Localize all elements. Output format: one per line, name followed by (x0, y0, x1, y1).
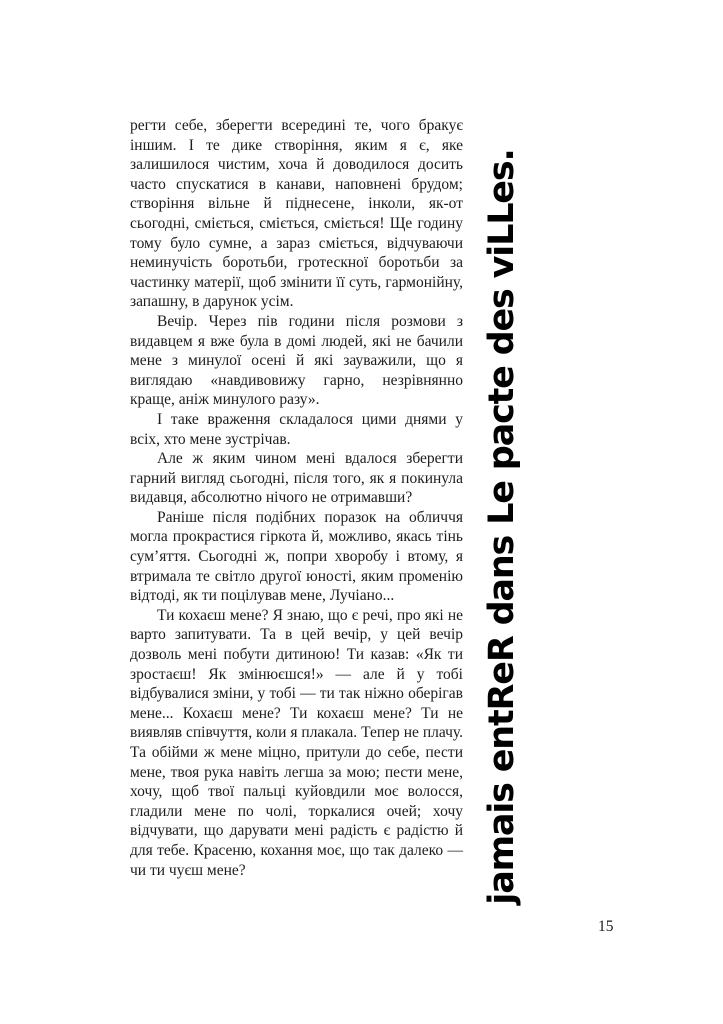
paragraph: регти себе, зберегти всередині те, чого бракує іншим. І те дике створіння, яким я є, яке залишилося чистим, хоча й доводилося досить часто спускатися в канави, наповнені брудом; створіння вільне й піднесене, інколи, як-от сьогодні, сміється, сміється, сміється! Ще годину тому було сумне, а зараз сміється, відчуваючи неминучість боротьби, гротескної боротьби за частинку матерії, щоб змінити її суть, гармонійну, запашну, в дарунок усім. (130, 117, 463, 311)
paragraph: Раніше після подібних поразок на обличчя могла прокрастися гіркота й, можливо, якась тінь сум’яття. Сьогодні ж, попри хворобу і втому, я втримала те світло другої юності, яким променію відтоді, як ти поцілував мене, Лучіано... (130, 508, 463, 605)
paragraph: І таке враження складалося цими днями у всіх, хто мене зустрічав. (130, 410, 463, 448)
paragraph: Але ж яким чином мені вдалося зберегти гарний вигляд сьогодні, після того, як я покинула видавця, абсолютно нічого не отримавши? (130, 450, 463, 507)
text-block (130, 116, 463, 880)
paragraph: Ти кохаєш мене? Я знаю, що є речі, про які не варто запитувати. Та в цей вечір, у цей вечір дозволь мені побути дитиною! Ти казав: «Як ти зростаєш! Як змінюєшся!» — але й у тобі відбувалися зміни, у тобі — ти так ніжно оберігав мене... Кохаєш мене? Ти кохаєш мене? Ти не виявляв співчуття, коли я плакала. Тепер не плачу. Та обійми ж мене міцно, притули до себе, пести мене, твоя рука навіть легша за мою; пести мене, хочу, щоб твої пальці куйовдили моє волосся, гладили мене по чолі, торкалися очей; хочу відчувати, що дарувати мені радість є радістю й для тебе. Красеню, кохання моє, що так далеко — чи ти чуєш мене? (130, 606, 463, 879)
margin-vertical-title: jamais entReR dans Le pacte des viLLes. (482, 149, 522, 905)
page-number: 15 (598, 918, 614, 935)
paragraph: Вечір. Через пів години після розмови з видавцем я вже була в домі людей, які не бачили мене з минулої осені й які зауважили, що я виглядаю «навдивовижу гарно, незрівнянно краще, аніж минулого разу». (130, 312, 463, 409)
